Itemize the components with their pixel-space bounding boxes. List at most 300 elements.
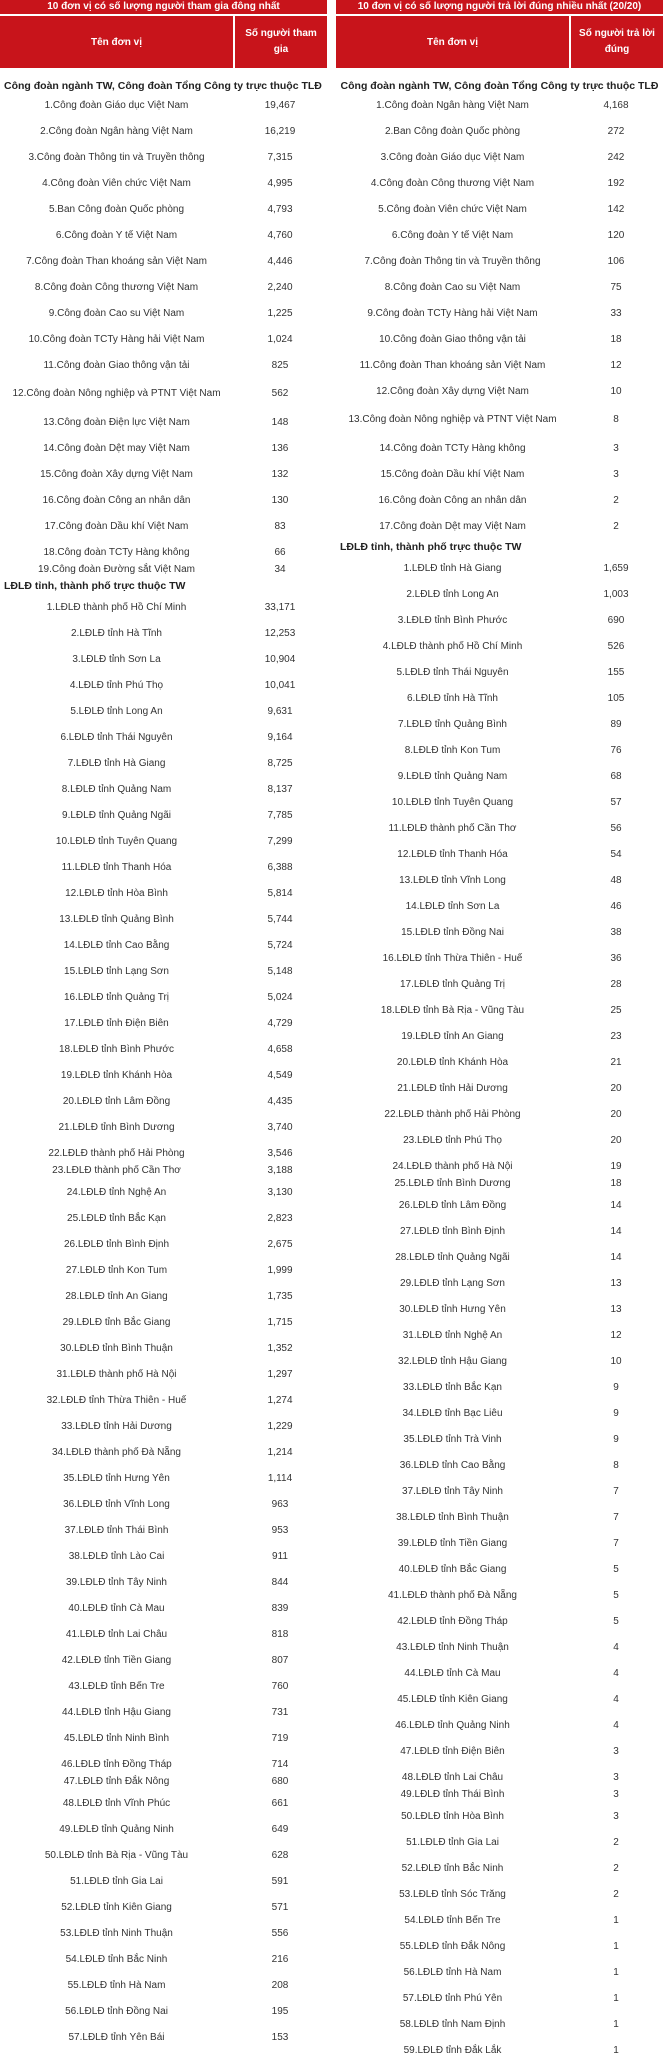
unit-name: 25.LĐLĐ tỉnh Bình Dương (394, 1178, 511, 1189)
table-row (336, 1933, 663, 1959)
table-row (336, 1959, 663, 1985)
table-row (0, 196, 327, 222)
unit-value: 5 (613, 1615, 619, 1627)
unit-name: 33.LĐLĐ tỉnh Bắc Kạn (403, 1381, 502, 1393)
table-row (336, 1855, 663, 1881)
unit-name: 23.LĐLĐ tỉnh Phú Thọ (403, 1134, 502, 1146)
table-row (336, 1556, 663, 1582)
table-row (0, 698, 327, 724)
unit-name: 5.Công đoàn Viên chức Việt Nam (378, 203, 527, 215)
table-row (336, 1426, 663, 1452)
table-row (336, 737, 663, 763)
unit-name: 41.LĐLĐ tỉnh Lai Châu (65, 1628, 168, 1640)
unit-value: 4,995 (267, 177, 293, 189)
unit-name: 29.LĐLĐ tỉnh Bắc Giang (62, 1316, 171, 1328)
unit-name: 38.LĐLĐ tỉnh Bình Thuận (396, 1511, 509, 1523)
unit-name: 36.LĐLĐ tỉnh Vĩnh Long (63, 1498, 170, 1510)
unit-name: 23.LĐLĐ thành phố Cần Thơ (52, 1165, 181, 1176)
unit-name: 9.LĐLĐ tỉnh Quảng Ngãi (62, 809, 171, 821)
unit-name: 2.Ban Công đoàn Quốc phòng (384, 125, 521, 137)
unit-value: 1,229 (267, 1420, 293, 1432)
unit-value: 192 (607, 177, 625, 189)
unit-value: 3,546 (267, 1147, 293, 1159)
table-row (336, 461, 663, 487)
unit-value: 4,446 (267, 255, 293, 267)
table-row (336, 867, 663, 893)
unit-name: 30.LĐLĐ tỉnh Hưng Yên (399, 1303, 506, 1315)
unit-name: 37.LĐLĐ tỉnh Thái Bình (64, 1524, 169, 1536)
table-row (0, 118, 327, 144)
unit-value: 844 (271, 1576, 289, 1588)
table-row (0, 248, 327, 274)
unit-name: 1.LĐLĐ thành phố Hồ Chí Minh (46, 601, 187, 613)
unit-name: 22.LĐLĐ thành phố Hải Phòng (384, 1108, 521, 1120)
table-row (0, 724, 327, 750)
unit-value: 3 (613, 1789, 619, 1800)
unit-value: 8 (613, 1459, 619, 1471)
unit-value: 56 (610, 822, 622, 834)
section-header-central-unions: Công đoàn ngành TW, Công đoàn Tổng Công ty trực thuộc TLĐ (4, 80, 322, 92)
unit-value: 12 (610, 1329, 622, 1341)
unit-name: 41.LĐLĐ thành phố Đà Nẵng (388, 1589, 517, 1601)
unit-value: 2 (613, 1836, 619, 1848)
unit-value: 21 (610, 1056, 622, 1068)
unit-value: 38 (610, 926, 622, 938)
unit-value: 48 (610, 874, 622, 886)
unit-name: 24.LĐLĐ tỉnh Nghệ An (66, 1186, 167, 1198)
unit-name: 35.LĐLĐ tỉnh Trà Vinh (403, 1433, 502, 1445)
unit-value: 2,823 (267, 1212, 293, 1224)
table-row (0, 1998, 327, 2024)
unit-value: 23 (610, 1030, 622, 1042)
unit-name: 4.Công đoàn Viên chức Việt Nam (42, 177, 191, 189)
unit-name: 8.Công đoàn Cao su Việt Nam (384, 281, 521, 293)
unit-value: 242 (607, 151, 625, 163)
unit-name: 28.LĐLĐ tỉnh An Giang (65, 1290, 168, 1302)
unit-name: 9.Công đoàn Cao su Việt Nam (48, 307, 185, 319)
table-row (0, 1647, 327, 1673)
unit-value: 8,137 (267, 783, 293, 795)
unit-value: 3 (613, 468, 619, 480)
unit-name: 45.LĐLĐ tỉnh Ninh Bình (63, 1732, 170, 1744)
unit-name: 13.LĐLĐ tỉnh Quảng Bình (59, 913, 174, 925)
table-row (336, 1374, 663, 1400)
unit-name: 13.LĐLĐ tỉnh Vĩnh Long (399, 874, 506, 886)
unit-value: 4,658 (267, 1043, 293, 1055)
unit-name: 46.LĐLĐ tỉnh Đồng Tháp (61, 1758, 172, 1770)
unit-name: 19.LĐLĐ tỉnh An Giang (401, 1030, 504, 1042)
unit-name: 19.Công đoàn Đường sắt Việt Nam (37, 564, 196, 575)
table-row (336, 404, 663, 435)
unit-value: 1,999 (267, 1264, 293, 1276)
table-row (336, 1322, 663, 1348)
table-row (0, 144, 327, 170)
unit-name: 10.LĐLĐ tỉnh Tuyên Quang (55, 835, 178, 847)
unit-name: 12.Công đoàn Nông nghiệp và PTNT Việt Nam (12, 388, 221, 399)
table-row (0, 828, 327, 854)
table-row (336, 841, 663, 867)
unit-value: 1,735 (267, 1290, 293, 1302)
unit-name: 27.LĐLĐ tỉnh Kon Tum (65, 1264, 168, 1276)
unit-value: 13 (610, 1303, 622, 1315)
table-row (336, 1582, 663, 1608)
unit-value: 2 (613, 494, 619, 506)
unit-name: 21.LĐLĐ tỉnh Bình Dương (58, 1121, 175, 1133)
table-row (0, 300, 327, 326)
unit-value: 2,675 (267, 1238, 293, 1250)
table-row (336, 352, 663, 378)
unit-name: 40.LĐLĐ tỉnh Cà Mau (68, 1602, 165, 1614)
table-row (0, 1491, 327, 1517)
table-row (0, 620, 327, 646)
unit-value: 66 (274, 546, 286, 558)
table-row (336, 378, 663, 404)
table-row (0, 1816, 327, 1842)
table-row (0, 2024, 327, 2050)
unit-value: 2 (613, 1888, 619, 1900)
table-row (0, 1920, 327, 1946)
column-header-name: Tên đơn vị (90, 36, 142, 48)
unit-name: 55.LĐLĐ tỉnh Hà Nam (67, 1979, 166, 1991)
unit-value: 7,299 (267, 835, 293, 847)
table-row (0, 561, 327, 578)
unit-name: 19.LĐLĐ tỉnh Khánh Hòa (60, 1069, 173, 1081)
unit-name: 6.Công đoàn Y tế Việt Nam (391, 229, 514, 241)
unit-value: 719 (271, 1732, 289, 1744)
table-row (0, 326, 327, 352)
table-row (336, 1218, 663, 1244)
unit-value: 1 (613, 2044, 619, 2056)
unit-name: 13.Công đoàn Điện lực Việt Nam (43, 416, 190, 428)
unit-name: 42.LĐLĐ tỉnh Tiền Giang (61, 1654, 172, 1666)
table-row (0, 1361, 327, 1387)
table-row (336, 1478, 663, 1504)
unit-name: 28.LĐLĐ tỉnh Quảng Ngãi (395, 1251, 510, 1263)
table-row (0, 1842, 327, 1868)
unit-name: 57.LĐLĐ tỉnh Phú Yên (402, 1992, 503, 2004)
unit-name: 14.Công đoàn TCTy Hàng không (379, 442, 526, 454)
unit-name: 14.LĐLĐ tỉnh Cao Bằng (63, 939, 170, 951)
unit-name: 3.LĐLĐ tỉnh Bình Phước (397, 614, 508, 626)
table-row (0, 487, 327, 513)
unit-name: 20.LĐLĐ tỉnh Lâm Đồng (62, 1095, 171, 1107)
unit-name: 6.LĐLĐ tỉnh Hà Tĩnh (407, 692, 498, 704)
unit-value: 36 (610, 952, 622, 964)
unit-name: 42.LĐLĐ tỉnh Đồng Tháp (397, 1615, 508, 1627)
unit-value: 195 (271, 2005, 289, 2017)
table-row (336, 248, 663, 274)
correct-answers-header (336, 14, 663, 68)
unit-value: 130 (271, 494, 289, 506)
table-row (336, 711, 663, 737)
unit-name: 14.LĐLĐ tỉnh Sơn La (405, 900, 500, 912)
unit-value: 911 (272, 1550, 288, 1562)
unit-value: 5 (613, 1563, 619, 1575)
unit-value: 1,659 (603, 562, 629, 574)
table-row (0, 1387, 327, 1413)
unit-name: 8.LĐLĐ tỉnh Quảng Nam (61, 783, 172, 795)
unit-name: 37.LĐLĐ tỉnh Tây Ninh (402, 1485, 503, 1497)
unit-value: 12 (610, 359, 622, 371)
table-row (336, 919, 663, 945)
table-row (336, 1530, 663, 1556)
unit-name: 57.LĐLĐ tỉnh Yên Bái (68, 2031, 165, 2043)
table-row (0, 222, 327, 248)
unit-value: 25 (610, 1004, 622, 1016)
unit-name: 17.LĐLĐ tỉnh Quảng Trị (399, 978, 506, 990)
participants-banner: 10 đơn vị có số lượng người tham gia đông nhất (0, 0, 327, 14)
unit-value: 731 (271, 1706, 289, 1718)
table-row (336, 2011, 663, 2037)
unit-value: 1 (613, 1914, 619, 1926)
table-row (0, 1595, 327, 1621)
table-row (0, 1439, 327, 1465)
unit-value: 68 (610, 770, 622, 782)
unit-value: 628 (271, 1849, 289, 1861)
unit-name: 26.LĐLĐ tỉnh Bình Định (63, 1238, 170, 1250)
table-row (336, 435, 663, 461)
table-row (0, 1773, 327, 1790)
unit-value: 14 (610, 1199, 622, 1211)
table-row (0, 1010, 327, 1036)
table-row (336, 763, 663, 789)
unit-name: 43.LĐLĐ tỉnh Bến Tre (68, 1680, 165, 1692)
unit-value: 208 (271, 1979, 289, 1991)
unit-value: 1,297 (267, 1368, 293, 1380)
table-row (0, 906, 327, 932)
unit-value: 7 (613, 1485, 619, 1497)
table-row (336, 1686, 663, 1712)
table-row (336, 1049, 663, 1075)
table-row (336, 607, 663, 633)
unit-name: 2.LĐLĐ tỉnh Hà Tĩnh (71, 627, 162, 639)
table-row (336, 1786, 663, 1803)
table-row (0, 1088, 327, 1114)
table-row (0, 1543, 327, 1569)
table-row (0, 1673, 327, 1699)
unit-value: 1 (613, 2018, 619, 2030)
provincial-rows (0, 594, 327, 2050)
table-row (336, 1270, 663, 1296)
unit-name: 10.Công đoàn TCTy Hàng hải Việt Nam (28, 333, 205, 345)
unit-name: 53.LĐLĐ tỉnh Sóc Trăng (399, 1888, 506, 1900)
unit-value: 18 (610, 1178, 622, 1189)
unit-value: 760 (271, 1680, 289, 1692)
table-row (0, 352, 327, 378)
table-row (0, 1335, 327, 1361)
table-row (336, 1660, 663, 1686)
unit-name: 13.Công đoàn Nông nghiệp và PTNT Việt Nam (348, 414, 557, 425)
unit-name: 29.LĐLĐ tỉnh Lạng Sơn (400, 1277, 505, 1289)
table-row (336, 118, 663, 144)
unit-name: 15.Công đoàn Xây dựng Việt Nam (40, 468, 193, 480)
unit-value: 1 (613, 1940, 619, 1952)
unit-value: 3 (613, 1810, 619, 1822)
unit-name: 46.LĐLĐ tỉnh Quảng Ninh (395, 1719, 510, 1731)
table-row (0, 1062, 327, 1088)
unit-value: 75 (610, 281, 622, 293)
table-row (336, 1101, 663, 1127)
unit-value: 142 (607, 203, 625, 215)
unit-value: 714 (271, 1758, 289, 1770)
unit-name: 6.LĐLĐ tỉnh Thái Nguyên (60, 731, 173, 743)
unit-value: 155 (607, 666, 625, 678)
unit-value: 807 (271, 1654, 289, 1666)
table-row (0, 513, 327, 539)
unit-value: 1,225 (267, 307, 293, 319)
column-header-correct: Số người trả lời đúng (569, 16, 663, 68)
table-row (336, 1907, 663, 1933)
unit-value: 1,274 (267, 1394, 293, 1406)
table-row (0, 409, 327, 435)
unit-name: 11.LĐLĐ tỉnh Thanh Hóa (61, 861, 172, 873)
unit-name: 1.LĐLĐ tỉnh Hà Giang (403, 562, 502, 574)
table-row (336, 144, 663, 170)
unit-name: 20.LĐLĐ tỉnh Khánh Hòa (396, 1056, 509, 1068)
table-row (336, 1881, 663, 1907)
unit-value: 10 (610, 1355, 622, 1367)
unit-value: 20 (610, 1134, 622, 1146)
table-row (336, 1738, 663, 1764)
unit-value: 20 (610, 1082, 622, 1094)
unit-value: 16,219 (264, 125, 296, 137)
unit-value: 4 (613, 1667, 619, 1679)
unit-name: 10.LĐLĐ tỉnh Tuyên Quang (391, 796, 514, 808)
unit-name: 39.LĐLĐ tỉnh Tiền Giang (397, 1537, 508, 1549)
participants-table (0, 0, 327, 2048)
table-row (0, 378, 327, 409)
unit-value: 6,388 (267, 861, 293, 873)
unit-value: 216 (271, 1953, 289, 1965)
unit-value: 839 (271, 1602, 289, 1614)
unit-value: 825 (271, 359, 289, 371)
unit-value: 1 (613, 1966, 619, 1978)
unit-name: 48.LĐLĐ tỉnh Lai Châu (401, 1771, 504, 1783)
unit-value: 818 (271, 1628, 289, 1640)
unit-value: 661 (271, 1797, 289, 1809)
unit-value: 556 (271, 1927, 289, 1939)
table-row (336, 513, 663, 539)
unit-value: 3 (613, 442, 619, 454)
unit-value: 3,740 (267, 1121, 293, 1133)
table-row (0, 1621, 327, 1647)
correct-answers-table (336, 0, 663, 2056)
table-row (336, 1023, 663, 1049)
table-row (0, 802, 327, 828)
unit-name: 6.Công đoàn Y tế Việt Nam (55, 229, 178, 241)
unit-value: 7,315 (267, 151, 293, 163)
unit-name: 55.LĐLĐ tỉnh Đắk Nông (399, 1940, 506, 1952)
unit-value: 7,785 (267, 809, 293, 821)
unit-value: 649 (271, 1823, 289, 1835)
unit-value: 272 (607, 125, 625, 137)
column-header-participants: Số người tham gia (233, 16, 327, 68)
unit-value: 19,467 (264, 99, 296, 111)
participants-header (0, 14, 327, 68)
unit-name: 10.Công đoàn Giao thông vận tải (379, 333, 526, 345)
table-row (0, 1465, 327, 1491)
table-row (0, 932, 327, 958)
unit-value: 680 (271, 1776, 289, 1787)
table-row (336, 170, 663, 196)
unit-value: 4 (613, 1641, 619, 1653)
unit-value: 153 (271, 2031, 289, 2043)
table-row (336, 92, 663, 118)
unit-name: 47.LĐLĐ tỉnh Điện Biên (400, 1745, 505, 1757)
unit-value: 963 (271, 1498, 289, 1510)
unit-value: 120 (607, 229, 625, 241)
unit-name: 21.LĐLĐ tỉnh Hải Dương (397, 1082, 508, 1094)
unit-value: 12,253 (264, 627, 296, 639)
table-row (0, 274, 327, 300)
unit-name: 52.LĐLĐ tỉnh Kiên Giang (61, 1901, 172, 1913)
table-row (0, 1162, 327, 1179)
unit-name: 31.LĐLĐ thành phố Hà Nội (56, 1368, 177, 1380)
unit-value: 4,729 (267, 1017, 293, 1029)
table-row (336, 2037, 663, 2063)
unit-name: 1.Công đoàn Giáo dục Việt Nam (44, 99, 189, 111)
unit-value: 562 (271, 388, 289, 399)
table-row (0, 435, 327, 461)
unit-value: 1,214 (267, 1446, 293, 1458)
unit-value: 2 (613, 1862, 619, 1874)
unit-value: 4 (613, 1719, 619, 1731)
unit-name: 2.Công đoàn Ngân hàng Việt Nam (40, 125, 193, 137)
unit-name: 51.LĐLĐ tỉnh Gia Lai (406, 1836, 499, 1848)
table-row (0, 1972, 327, 1998)
unit-name: 4.LĐLĐ thành phố Hồ Chí Minh (382, 640, 523, 652)
unit-name: 50.LĐLĐ tỉnh Hòa Bình (401, 1810, 504, 1822)
table-row (0, 1114, 327, 1140)
unit-value: 83 (274, 520, 286, 532)
unit-name: 3.Công đoàn Thông tin và Truyền thông (28, 151, 205, 163)
unit-name: 51.LĐLĐ tỉnh Gia Lai (70, 1875, 163, 1887)
unit-value: 3 (613, 1771, 619, 1783)
table-row (336, 274, 663, 300)
unit-name: 30.LĐLĐ tỉnh Bình Thuận (60, 1342, 173, 1354)
unit-value: 5,148 (267, 965, 293, 977)
unit-name: 7.Công đoàn Thông tin và Truyền thông (364, 255, 541, 267)
unit-value: 5,724 (267, 939, 293, 951)
table-row (0, 854, 327, 880)
unit-value: 2,240 (267, 281, 293, 293)
table-row (0, 594, 327, 620)
unit-value: 76 (610, 744, 622, 756)
table-row (336, 893, 663, 919)
unit-name: 45.LĐLĐ tỉnh Kiên Giang (397, 1693, 508, 1705)
unit-value: 4,793 (267, 203, 293, 215)
table-row (336, 1075, 663, 1101)
unit-value: 20 (610, 1108, 622, 1120)
table-row (336, 487, 663, 513)
unit-value: 2 (613, 520, 619, 532)
table-row (336, 685, 663, 711)
unit-name: 16.Công đoàn Công an nhân dân (42, 494, 191, 506)
table-row (0, 1868, 327, 1894)
unit-name: 1.Công đoàn Ngân hàng Việt Nam (376, 99, 529, 111)
unit-name: 16.Công đoàn Công an nhân dân (378, 494, 527, 506)
unit-name: 36.LĐLĐ tỉnh Cao Bằng (399, 1459, 506, 1471)
central-union-rows (0, 92, 327, 578)
unit-name: 56.LĐLĐ tỉnh Hà Nam (403, 1966, 502, 1978)
table-row (0, 880, 327, 906)
unit-name: 9.LĐLĐ tỉnh Quảng Nam (397, 770, 508, 782)
unit-name: 5.LĐLĐ tỉnh Long An (70, 705, 163, 717)
unit-value: 526 (607, 640, 625, 652)
unit-name: 7.LĐLĐ tỉnh Hà Giang (67, 757, 166, 769)
unit-name: 27.LĐLĐ tỉnh Bình Định (399, 1225, 506, 1237)
unit-name: 48.LĐLĐ tỉnh Vĩnh Phúc (62, 1797, 171, 1809)
